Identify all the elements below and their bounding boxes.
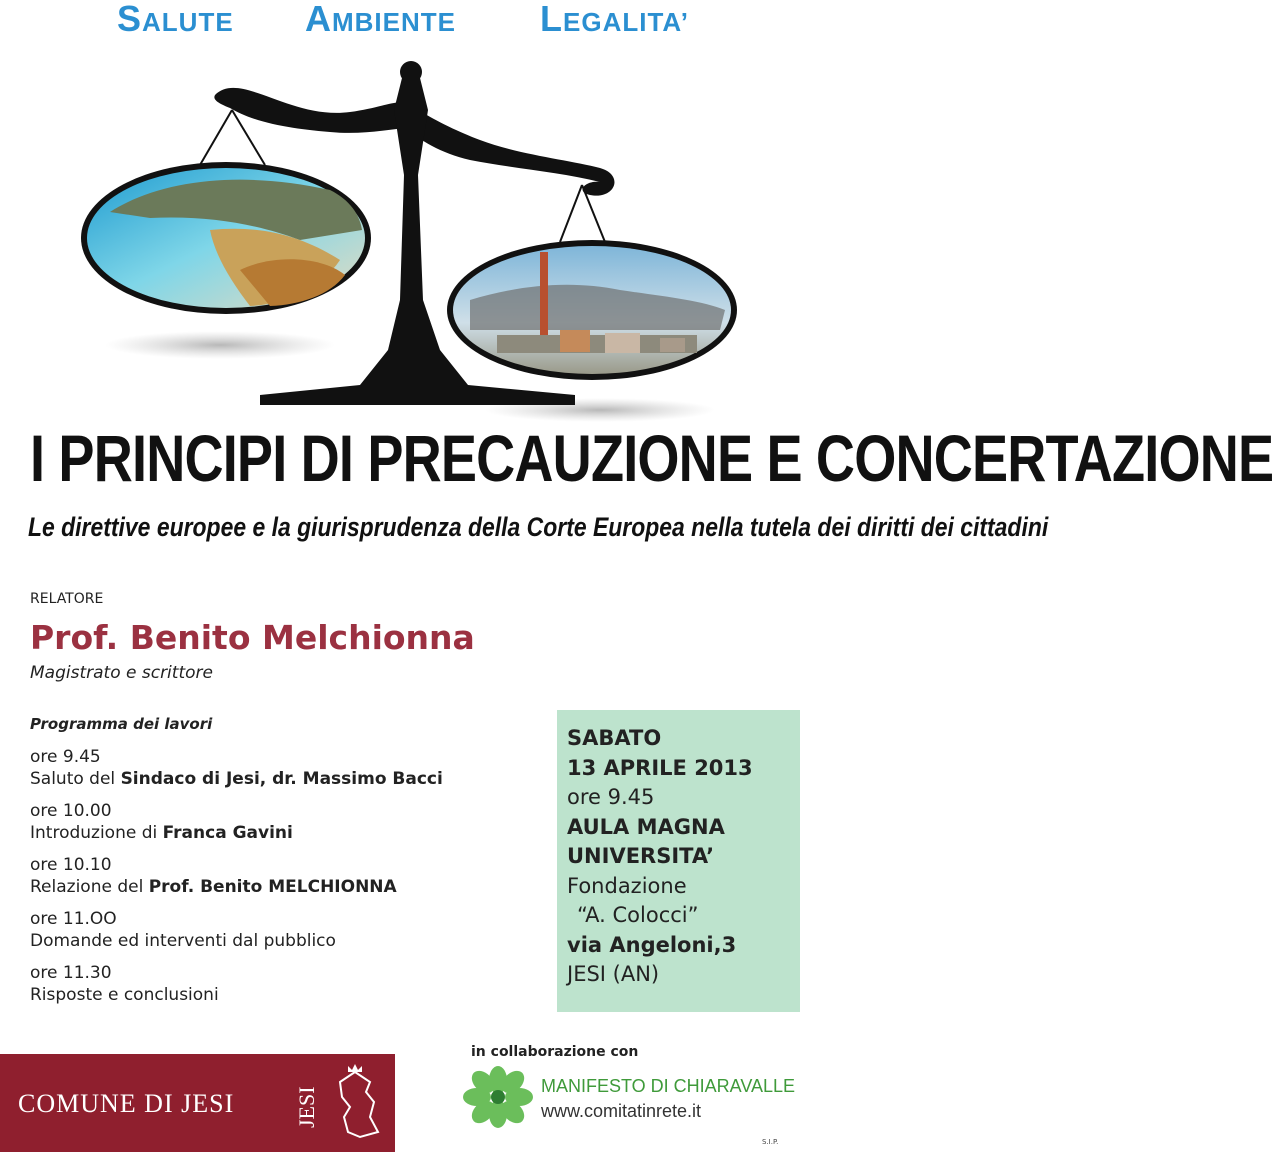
left-shadow bbox=[105, 331, 335, 359]
event-address: via Angeloni,3 bbox=[567, 932, 737, 957]
comune-name: COMUNE DI JESI bbox=[18, 1089, 235, 1118]
event-info-box bbox=[557, 710, 800, 1012]
program-desc: Introduzione di bbox=[30, 823, 163, 843]
svg-text:JESI: JESI bbox=[294, 1086, 319, 1128]
program-desc-bold: Franca Gavini bbox=[162, 823, 293, 843]
event-org-line1: Fondazione bbox=[567, 873, 687, 898]
program-time: ore 9.45 bbox=[30, 747, 101, 767]
event-org-line2: “A. Colocci” bbox=[577, 903, 699, 927]
program-desc: Relazione del bbox=[30, 877, 149, 897]
header-word-ambiente: AMBIENTE bbox=[305, 0, 456, 39]
program-item bbox=[30, 800, 550, 844]
comune-banner bbox=[0, 1054, 395, 1152]
header-word-salute: SALUTE bbox=[117, 0, 234, 39]
flower-logo-icon bbox=[463, 1066, 533, 1128]
program-desc: Risposte e conclusioni bbox=[30, 985, 219, 1005]
scale-icon bbox=[0, 55, 800, 420]
program-title: Programma dei lavori bbox=[30, 715, 213, 733]
partner-name: MANIFESTO DI CHIARAVALLE bbox=[541, 1076, 796, 1096]
event-city: JESI (AN) bbox=[567, 962, 660, 986]
program-time: ore 11.30 bbox=[30, 963, 112, 983]
event-venue-line1: AULA MAGNA bbox=[567, 814, 725, 839]
page-subtitle: Le direttive europee e la giurisprudenza della Corte Europea nella tutela dei diritti dei cittadini bbox=[28, 512, 1049, 542]
event-venue-line2: UNIVERSITA’ bbox=[567, 844, 715, 868]
program-desc-bold: Sindaco di Jesi, dr. Massimo Bacci bbox=[120, 769, 443, 789]
program-item bbox=[30, 746, 550, 790]
speaker-name: Prof. Benito Melchionna bbox=[30, 618, 475, 657]
event-day: SABATO bbox=[567, 726, 662, 750]
collab-label: in collaborazione con bbox=[471, 1044, 639, 1060]
header-word-legalita: LEGALITA’ bbox=[540, 0, 689, 39]
factory-image bbox=[447, 240, 737, 380]
program-time: ore 10.10 bbox=[30, 855, 112, 875]
beach-image bbox=[81, 162, 371, 314]
event-date: 13 APRILE 2013 bbox=[567, 755, 753, 780]
event-time: ore 9.45 bbox=[567, 785, 655, 809]
jesi-lion-emblem-icon bbox=[294, 1062, 390, 1147]
program-item bbox=[30, 908, 550, 952]
program-list bbox=[30, 746, 550, 1016]
program-desc-bold: Prof. Benito MELCHIONNA bbox=[148, 877, 397, 897]
program-desc: Domande ed interventi dal pubblico bbox=[30, 931, 336, 951]
program-time: ore 11.OO bbox=[30, 909, 117, 929]
relatore-label: RELATORE bbox=[30, 591, 104, 607]
partner-url: www.comitatinrete.it bbox=[541, 1101, 702, 1121]
sip-credit: S.I.P. bbox=[762, 1138, 779, 1146]
speaker-role: Magistrato e scrittore bbox=[30, 663, 213, 683]
program-desc: Saluto del bbox=[30, 769, 121, 789]
program-item bbox=[30, 962, 550, 1006]
program-item bbox=[30, 854, 550, 898]
header-tagline bbox=[0, 0, 800, 40]
program-time: ore 10.00 bbox=[30, 801, 112, 821]
page-title: I PRINCIPI DI PRECAUZIONE E CONCERTAZIONE bbox=[30, 421, 1273, 495]
